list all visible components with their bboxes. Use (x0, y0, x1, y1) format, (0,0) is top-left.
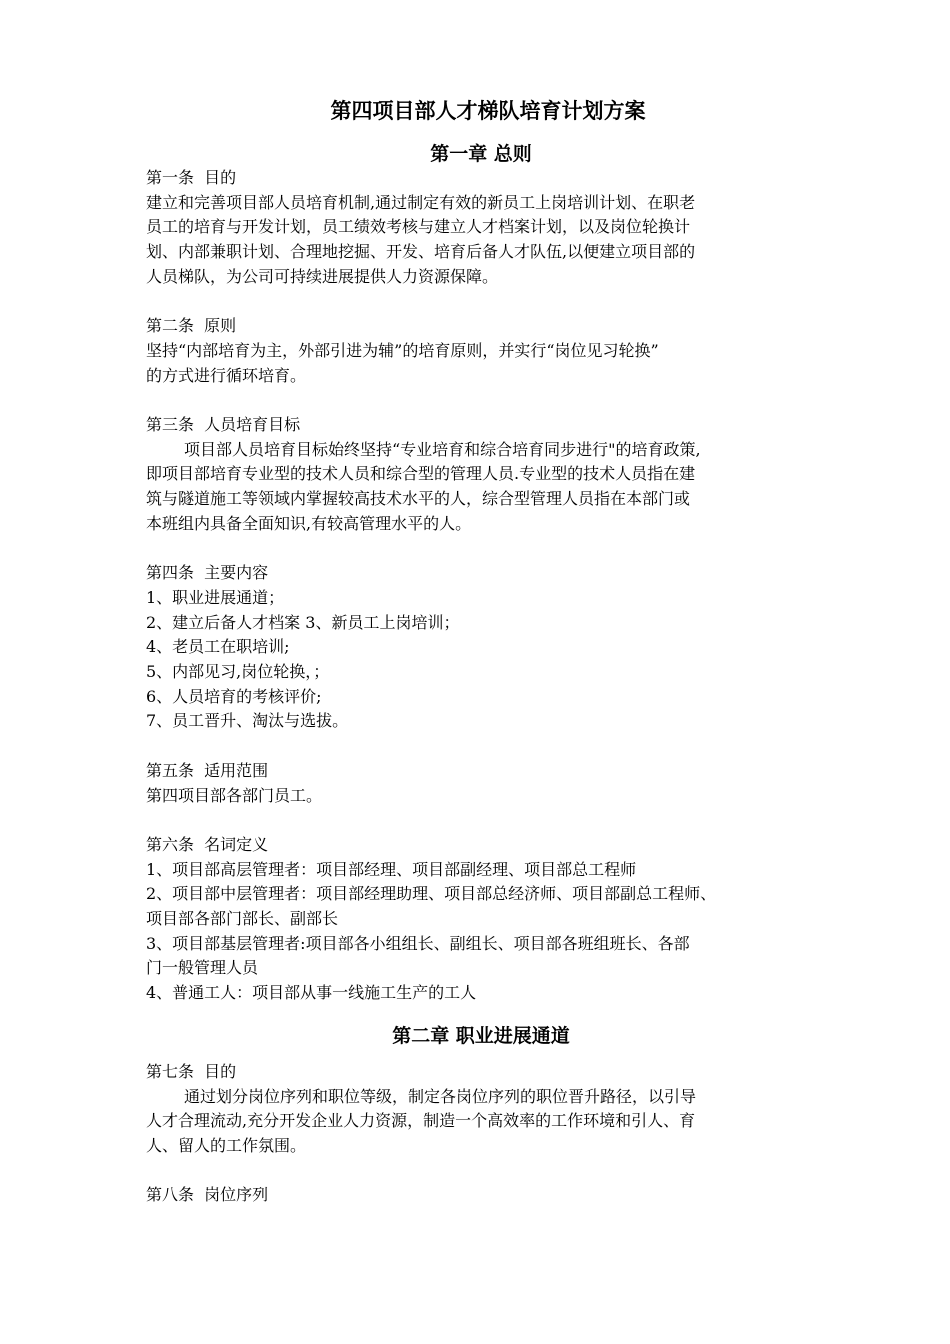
spacer (146, 808, 816, 833)
article-1 (146, 166, 816, 290)
list-item: 1、职业进展通道； (146, 587, 285, 607)
list-item: 6、人员培育的考核评价; (146, 686, 322, 706)
article-2-line: 坚持“内部培育为主，外部引进为辅”的培育原则，并实行“岗位见习轮换” (146, 340, 659, 360)
article-5 (146, 759, 816, 808)
article-4-heading: 第四条 主要内容 (146, 563, 269, 583)
article-2-line: 的方式进行循环培育。 (146, 365, 307, 385)
article-1-line: 建立和完善项目部人员培育机制,通过制定有效的新员工上岗培训计划、在职老 (146, 192, 696, 212)
article-1-heading: 第一条 目的 (146, 168, 237, 187)
definition-line: 门一般管理人员 (146, 958, 259, 978)
list-item: 4、老员工在职培训; (146, 637, 290, 657)
article-2 (146, 314, 816, 388)
article-7-line: 人、留人的工作氛围。 (146, 1135, 307, 1155)
chapter-2-heading: 第二章 职业进展通道 (392, 1024, 570, 1047)
list-item: 7、员工晋升、淘汰与选拔。 (146, 711, 349, 731)
article-1-line: 员工的培育与开发计划，员工绩效考核与建立人才档案计划，以及岗位轮换计 (146, 217, 691, 237)
article-7-heading: 第七条 目的 (146, 1061, 237, 1081)
document-page (146, 96, 816, 1208)
article-3 (146, 413, 816, 537)
article-6-heading: 第六条 名词定义 (146, 834, 269, 854)
article-3-first-line: 项目部人员培育目标始终坚持“专业培育和综合培育同步进行"的培育政策, (184, 439, 701, 459)
article-5-heading: 第五条 适用范围 (146, 760, 269, 780)
spacer (146, 388, 816, 413)
article-5-line: 第四项目部各部门员工。 (146, 785, 323, 805)
article-3-line: 筑与隧道施工等领域内掌握较高技术水平的人，综合型管理人员指在本部门或 (146, 489, 691, 509)
document-title: 第四项目部人才梯队培育计划方案 (330, 99, 646, 123)
article-6 (146, 833, 816, 1006)
definition-line: 2、项目部中层管理者：项目部经理助理、项目部总经济师、项目部副总工程师、 (146, 884, 717, 904)
definition-line: 项目部各部门部长、副部长 (146, 909, 339, 929)
list-item: 2、建立后备人才档案 3、新员工上岗培训； (146, 612, 460, 632)
article-7-line: 人才合理流动,充分开发企业人力资源，制造一个高效率的工作环境和引人、育 (146, 1111, 696, 1131)
spacer (146, 537, 816, 562)
article-2-heading: 第二条 原则 (146, 316, 237, 336)
spacer (146, 734, 816, 759)
definition-line: 1、项目部高层管理者：项目部经理、项目部副经理、项目部总工程师 (146, 859, 637, 879)
article-8 (146, 1183, 816, 1208)
article-1-line: 人员梯队，为公司可持续进展提供人力资源保障。 (146, 266, 499, 286)
definition-line: 4、普通工人：项目部从事一线施工生产的工人 (146, 983, 477, 1003)
article-7 (146, 1060, 816, 1159)
article-3-line: 本班组内具备全面知识,有较高管理水平的人。 (146, 513, 472, 533)
article-3-line: 即项目部培育专业型的技术人员和综合型的管理人员.专业型的技术人员指在建 (146, 464, 696, 484)
chapter-1-heading: 第一章 总则 (430, 143, 532, 165)
article-8-heading: 第八条 岗位序列 (146, 1185, 269, 1205)
spacer (146, 290, 816, 315)
list-item: 5、内部见习,岗位轮换，； (146, 662, 330, 682)
article-3-heading: 第三条 人员培育目标 (146, 415, 301, 434)
definition-line: 3、项目部基层管理者:项目部各小组组长、副组长、项目部各班组班长、各部 (146, 933, 690, 953)
article-4 (146, 561, 816, 734)
article-1-line: 划、内部兼职计划、合理地挖掘、开发、培育后备人才队伍,以便建立项目部的 (146, 242, 696, 262)
article-7-first-line: 通过划分岗位序列和职位等级，制定各岗位序列的职位晋升路径，以引导 (184, 1086, 697, 1106)
spacer (146, 1159, 816, 1184)
